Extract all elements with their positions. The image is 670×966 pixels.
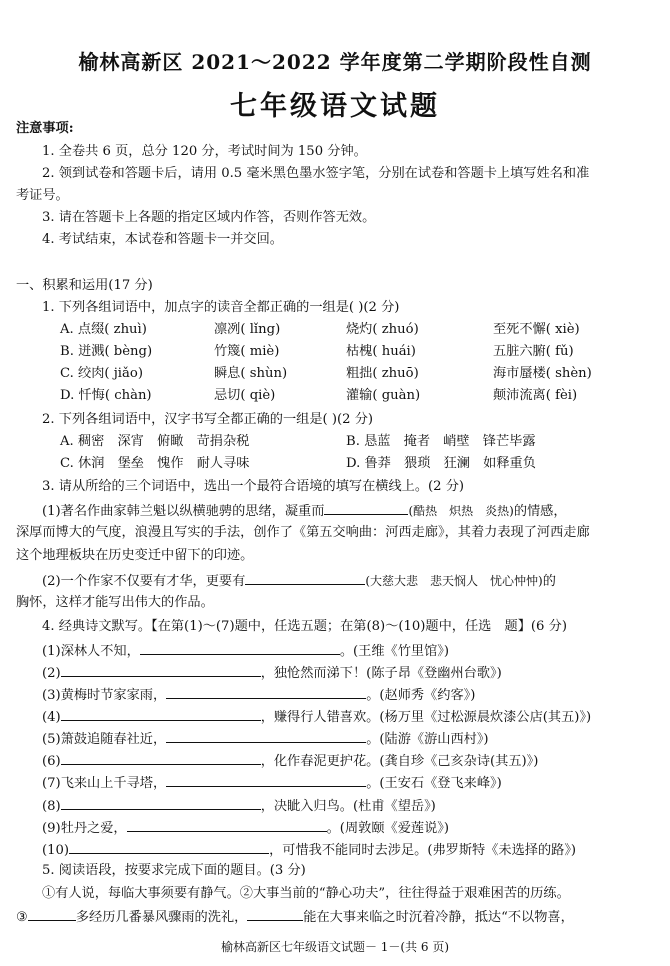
q3-part-2-tail: 的 xyxy=(542,574,556,589)
note-item-2: 2. 领到试卷和答题卡后，请用 0.5 毫米黑色墨水签字笔，分别在试卷和答题卡上填写姓名和准 xyxy=(42,166,590,181)
q4-item-number: (7) xyxy=(42,776,61,791)
q4-item-source: 。(赵师秀《约客》) xyxy=(366,688,476,703)
q3-part-1-cont2: 这个地理板块在历史变迁中留下的印迹。 xyxy=(16,548,254,563)
answer-blank[interactable] xyxy=(166,728,366,743)
q4-item-number: (8) xyxy=(42,799,61,814)
q4-item xyxy=(42,728,489,750)
q3-part-1-text: (1)著名作曲家韩兰魁以纵横驰骋的思绪，凝重而 xyxy=(42,504,325,519)
page-footer: 榆林高新区七年级语文试题－ 1－(共 6 页) xyxy=(220,940,450,954)
q4-item-prompt: 牡丹之爱， xyxy=(60,821,127,836)
answer-blank[interactable] xyxy=(61,795,261,810)
q3-part-1-choices: (酷热 炽热 炎热) xyxy=(408,504,514,518)
q4-item-prompt: 箫鼓追随春社近， xyxy=(60,732,167,747)
q4-item xyxy=(42,772,502,794)
q4-item xyxy=(42,684,475,706)
q3-part-2 xyxy=(42,570,556,592)
q1-option: 灌输( guàn) xyxy=(346,388,421,403)
q4-item xyxy=(42,750,538,772)
q1-option: D. 忏悔( chàn) xyxy=(60,388,152,403)
answer-blank[interactable] xyxy=(166,684,366,699)
q5-passage-line-2 xyxy=(16,906,574,928)
section-1-heading: 一、积累和运用(17 分) xyxy=(16,278,153,293)
q4-item xyxy=(42,706,591,728)
q4-item-source: ，独怆然而涕下！(陈子昂《登幽州台歌》) xyxy=(260,666,502,681)
answer-blank[interactable] xyxy=(324,500,408,515)
q1-option: 颠沛流离( fèi) xyxy=(493,388,578,403)
q4-item xyxy=(42,817,449,839)
exam-header-title: 榆林高新区 2021～2022 学年度第二学期阶段性自测 xyxy=(78,50,592,74)
q3-part-1-cont: 深厚而博大的气度，浪漫且写实的手法，创作了《第五交响曲：河西走廊》，其着力表现了河西走廊 xyxy=(16,525,590,540)
q2-option: A. 稠密 深宵 俯瞰 苛捐杂税 xyxy=(60,434,250,449)
q4-item-number: (1) xyxy=(42,644,61,659)
q4-item-source: 。(周敦颐《爱莲说》) xyxy=(326,821,450,836)
answer-blank[interactable] xyxy=(245,570,365,585)
q4-item-source: 。(王维《竹里馆》) xyxy=(339,644,450,659)
answer-blank[interactable] xyxy=(127,817,327,832)
q1-stem: 1. 下列各组词语中，加点字的读音全都正确的一组是( )(2 分) xyxy=(42,300,400,315)
answer-blank[interactable] xyxy=(61,750,261,765)
q1-option: A. 点缀( zhuì) xyxy=(60,322,147,337)
q4-item-number: (5) xyxy=(42,732,61,747)
q1-option: 粗拙( zhuō) xyxy=(346,366,419,381)
q2-option: D. 鲁莽 猥琐 狂澜 如释重负 xyxy=(346,456,536,471)
q5-passage-line-1: ①有人说，每临大事须要有静气。②大事当前的“静心功夫”，往往得益于艰难困苦的历练。 xyxy=(42,886,570,901)
q5-marker: ③ xyxy=(16,910,28,925)
answer-blank[interactable] xyxy=(140,640,340,655)
answer-blank[interactable] xyxy=(61,706,261,721)
answer-blank[interactable] xyxy=(247,906,303,921)
q4-item xyxy=(42,640,449,662)
note-item-2-cont: 考证号。 xyxy=(16,188,69,203)
q2-option: C. 休润 堡垒 愧作 耐人寻味 xyxy=(60,456,250,471)
q1-option: 海市蜃楼( shèn) xyxy=(493,366,592,381)
q5-text: 能在大事来临之时沉着冷静，抵达“不以物喜， xyxy=(303,910,574,925)
q5-stem: 5. 阅读语段，按要求完成下面的题目。(3 分) xyxy=(42,863,306,878)
q2-stem: 2. 下列各组词语中，汉字书写全都正确的一组是( )(2 分) xyxy=(42,412,374,427)
answer-blank[interactable] xyxy=(61,662,261,677)
q1-option: C. 绞肉( jiǎo) xyxy=(60,366,143,381)
q1-option: 烧灼( zhuó) xyxy=(346,322,419,337)
q4-item-source: ，赚得行人错喜欢。(杨万里《过松源晨炊漆公店(其五)》) xyxy=(260,710,592,725)
answer-blank[interactable] xyxy=(28,906,76,921)
q4-item xyxy=(42,795,436,817)
q4-item-source: ，可惜我不能同时去涉足。(弗罗斯特《未选择的路》) xyxy=(269,843,577,858)
q4-item-number: (10) xyxy=(42,843,70,858)
q4-item xyxy=(42,839,576,861)
q2-option: B. 恳蓝 掩者 峭壁 锋芒毕露 xyxy=(346,434,536,449)
q1-option: 凛冽( lǐng) xyxy=(214,322,281,337)
q3-part-1 xyxy=(42,500,567,522)
q1-option: B. 迸溅( bèng) xyxy=(60,344,153,359)
q3-part-2-cont: 胸怀，这样才能写出伟大的作品。 xyxy=(16,595,214,610)
q3-part-2-choices: (大慈大悲 悲天悯人 忧心忡忡) xyxy=(365,574,543,588)
q1-option: 竹篾( miè) xyxy=(214,344,280,359)
q4-item-number: (4) xyxy=(42,710,61,725)
q3-part-1-tail: 的情感， xyxy=(513,504,567,519)
q4-item-source: ，化作春泥更护花。(龚自珍《己亥杂诗(其五)》) xyxy=(260,754,539,769)
q4-item-source: 。(陆游《游山西村》) xyxy=(366,732,489,747)
exam-subject-title: 七年级语文试题 xyxy=(230,91,440,122)
q3-part-2-text: (2)一个作家不仅要有才华，更要有 xyxy=(42,574,246,589)
note-item-3: 3. 请在答题卡上各题的指定区域内作答，否则作答无效。 xyxy=(42,210,376,225)
q3-stem: 3. 请从所给的三个词语中，选出一个最符合语境的填写在横线上。(2 分) xyxy=(42,479,465,494)
note-item-1: 1. 全卷共 6 页，总分 120 分，考试时间为 150 分钟。 xyxy=(42,144,367,159)
q4-item-number: (6) xyxy=(42,754,61,769)
q4-item-number: (2) xyxy=(42,666,61,681)
q4-item-prompt: 深林人不知， xyxy=(60,644,140,659)
q1-option: 忌切( qiè) xyxy=(214,388,276,403)
q1-option: 枯槐( huái) xyxy=(346,344,416,359)
q4-item-source: 。(王安石《登飞来峰》) xyxy=(366,776,502,791)
q4-stem: 4. 经典诗文默写。【在第(1)～(7)题中，任选五题；在第(8)～(10)题中，任选 题】(6 分) xyxy=(42,619,567,634)
q5-text: 多经历几番暴风骤雨的洗礼， xyxy=(75,910,248,925)
q1-option: 五脏六腑( fǔ) xyxy=(493,344,574,359)
note-item-4: 4. 考试结束，本试卷和答题卡一并交回。 xyxy=(42,232,283,247)
q4-item-prompt: 黄梅时节家家雨， xyxy=(60,688,167,703)
q4-item-prompt: 飞来山上千寻塔， xyxy=(60,776,167,791)
q1-option: 瞬息( shùn) xyxy=(214,366,288,381)
q4-item xyxy=(42,662,502,684)
q4-item-source: ，决眦入归鸟。(杜甫《望岳》) xyxy=(260,799,436,814)
q1-option: 至死不懈( xiè) xyxy=(493,322,580,337)
answer-blank[interactable] xyxy=(69,839,269,854)
q4-item-number: (9) xyxy=(42,821,61,836)
notes-heading: 注意事项: xyxy=(16,121,74,136)
q4-item-number: (3) xyxy=(42,688,61,703)
answer-blank[interactable] xyxy=(166,772,366,787)
